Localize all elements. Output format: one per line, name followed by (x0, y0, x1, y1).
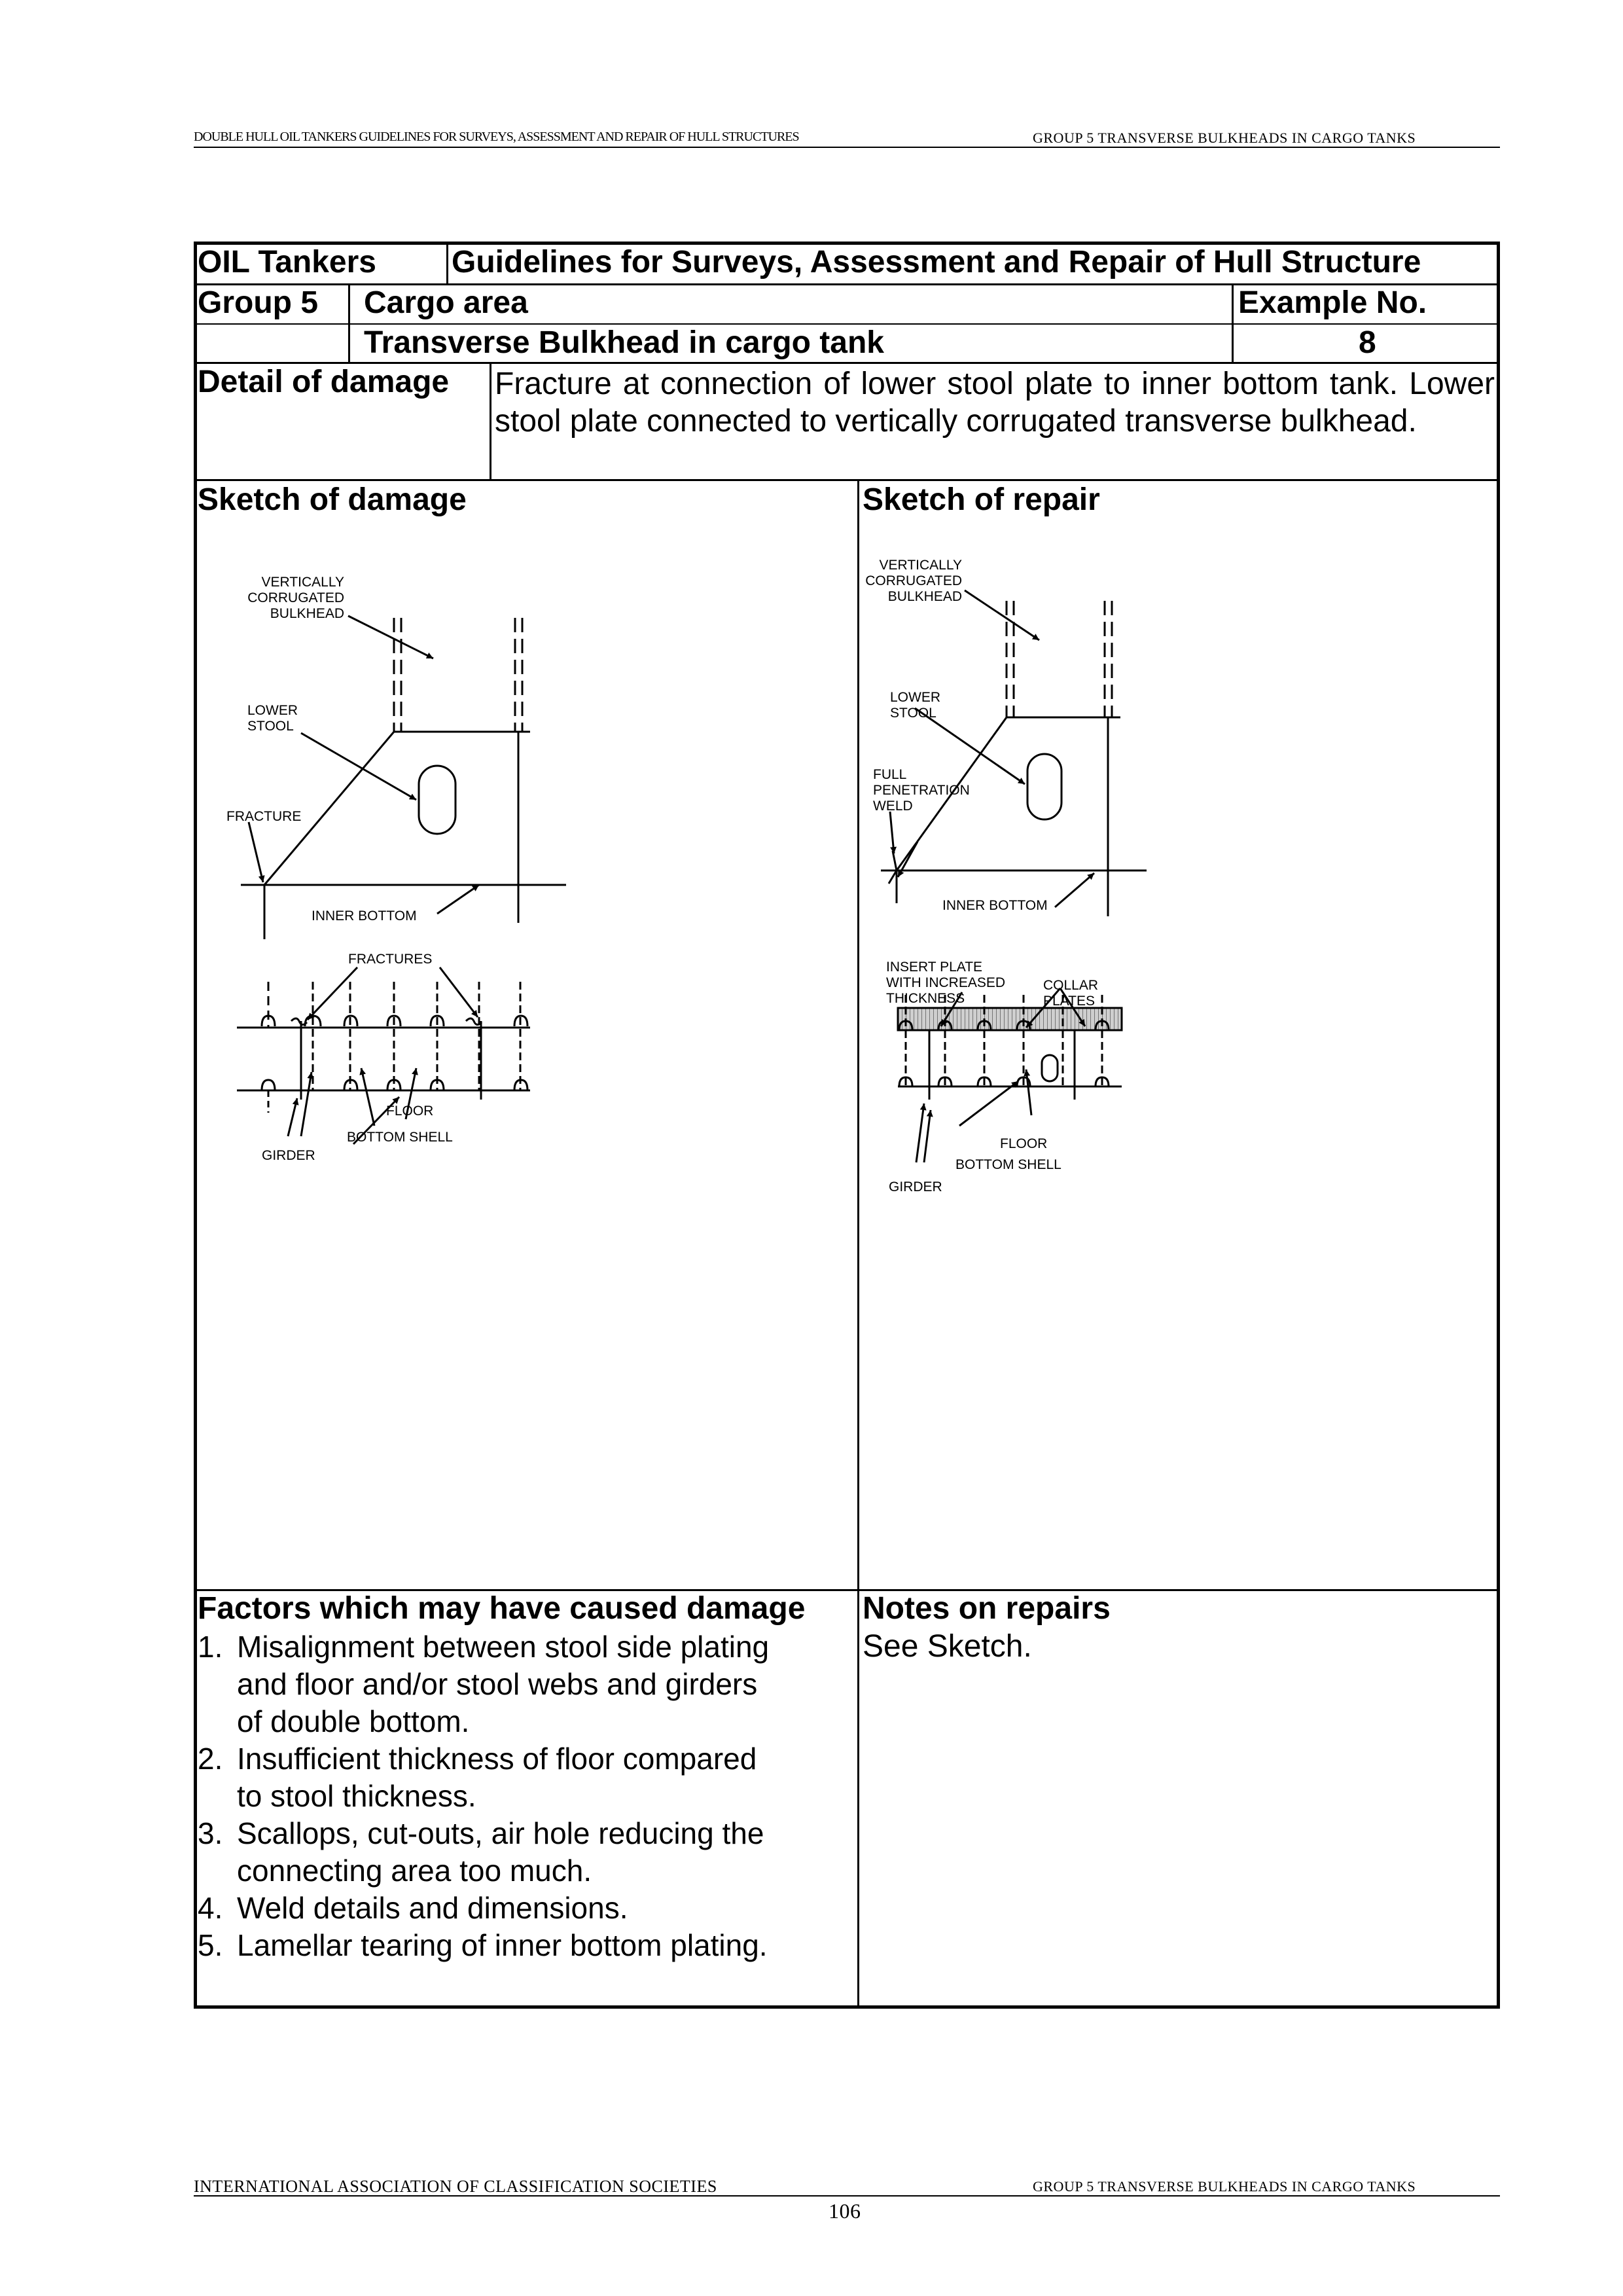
label-weld-l2: PENETRATION (873, 783, 970, 798)
detail-label: Detail of damage (198, 365, 450, 399)
label-bulkhead-l2: CORRUGATED (865, 573, 962, 588)
label-collar-l2: PLATES (1043, 994, 1095, 1009)
label-lower-stool-l1: LOWER (890, 690, 941, 705)
label-weld-l3: WELD (873, 798, 913, 814)
running-header-right: GROUP 5 TRANSVERSE BULKHEADS IN CARGO TANKS (1033, 130, 1416, 146)
label-girder: GIRDER (889, 1179, 942, 1194)
factor-number: 5. (198, 1928, 223, 1962)
label-fractures: FRACTURES (348, 952, 433, 967)
running-header-left: DOUBLE HULL OIL TANKERS GUIDELINES FOR SURVEYS, ASSESSMENT AND REPAIR OF HULL STRUCTURES (194, 130, 799, 144)
label-lower-stool-l2: STOOL (247, 719, 294, 734)
location-label: Transverse Bulkhead in cargo tank (364, 325, 884, 360)
guideline-title: Guidelines for Surveys, Assessment and Repair of Hull Structure (452, 245, 1421, 279)
label-weld-l1: FULL (873, 767, 907, 782)
label-insert-l2: WITH INCREASED (886, 975, 1006, 990)
label-bulkhead-l1: VERTICALLY (879, 558, 962, 573)
factor-number: 2. (198, 1742, 223, 1776)
page-number: 106 (829, 2199, 861, 2223)
example-label: Example No. (1238, 285, 1427, 320)
label-bulkhead-l2: CORRUGATED (247, 590, 344, 605)
repair-sketch (859, 524, 1499, 1211)
factor-text: Misalignment between stool side plating (237, 1630, 770, 1664)
factor-text: Scallops, cut-outs, air hole reducing the (237, 1816, 764, 1850)
footer-left: INTERNATIONAL ASSOCIATION OF CLASSIFICATION SOCIETIES (194, 2177, 717, 2196)
label-bulkhead-l3: BULKHEAD (887, 589, 962, 604)
detail-text: Fracture at connection of lower stool plate to inner bottom tank. Lower stool plate connected to vertically corrugated transverse bulkhead. (495, 367, 1495, 439)
notes-text: See Sketch. (863, 1629, 1032, 1664)
sketch-repair-label: Sketch of repair (863, 482, 1100, 517)
factor-text: and floor and/or stool webs and girders (237, 1667, 758, 1701)
factor-text: Lamellar tearing of inner bottom plating. (237, 1928, 768, 1962)
tanker-type: OIL Tankers (198, 245, 376, 279)
sketch-damage-label: Sketch of damage (198, 482, 467, 517)
factor-number: 3. (198, 1816, 223, 1850)
label-inner-bottom: INNER BOTTOM (312, 908, 417, 924)
label-fracture: FRACTURE (226, 809, 302, 824)
example-number: 8 (1359, 325, 1376, 360)
factor-text: Insufficient thickness of floor compared (237, 1742, 757, 1776)
label-insert-l3: THICKNESS (886, 991, 965, 1006)
label-girder: GIRDER (262, 1148, 315, 1163)
label-inner-bottom: INNER BOTTOM (942, 898, 1048, 913)
factor-number: 4. (198, 1891, 223, 1925)
footer-rule (194, 2195, 1500, 2197)
label-lower-stool-l2: STOOL (890, 706, 936, 721)
label-lower-stool-l1: LOWER (247, 703, 298, 718)
footer-right: GROUP 5 TRANSVERSE BULKHEADS IN CARGO TANKS (1033, 2178, 1416, 2195)
label-bulkhead-l1: VERTICALLY (261, 575, 344, 590)
header-rule (194, 147, 1500, 148)
label-bottom-shell: BOTTOM SHELL (955, 1157, 1061, 1172)
divider (195, 479, 1499, 481)
divider (490, 362, 491, 480)
notes-label: Notes on repairs (863, 1591, 1111, 1626)
factor-number: 1. (198, 1630, 223, 1664)
factors-label: Factors which may have caused damage (198, 1591, 806, 1626)
label-collar-l1: COLLAR (1043, 978, 1099, 993)
area-label: Cargo area (364, 285, 528, 320)
label-bottom-shell: BOTTOM SHELL (347, 1130, 453, 1145)
factor-text: connecting area too much. (237, 1854, 592, 1888)
label-bulkhead-l3: BULKHEAD (270, 606, 344, 621)
damage-sketch (196, 524, 854, 1178)
label-insert-l1: INSERT PLATE (886, 960, 983, 975)
divider (446, 243, 448, 284)
factor-text: Weld details and dimensions. (237, 1891, 628, 1925)
group-label: Group 5 (198, 285, 319, 320)
label-floor: FLOOR (386, 1103, 434, 1119)
factor-text: to stool thickness. (237, 1779, 476, 1813)
label-floor: FLOOR (1000, 1136, 1048, 1151)
factor-text: of double bottom. (237, 1704, 470, 1738)
